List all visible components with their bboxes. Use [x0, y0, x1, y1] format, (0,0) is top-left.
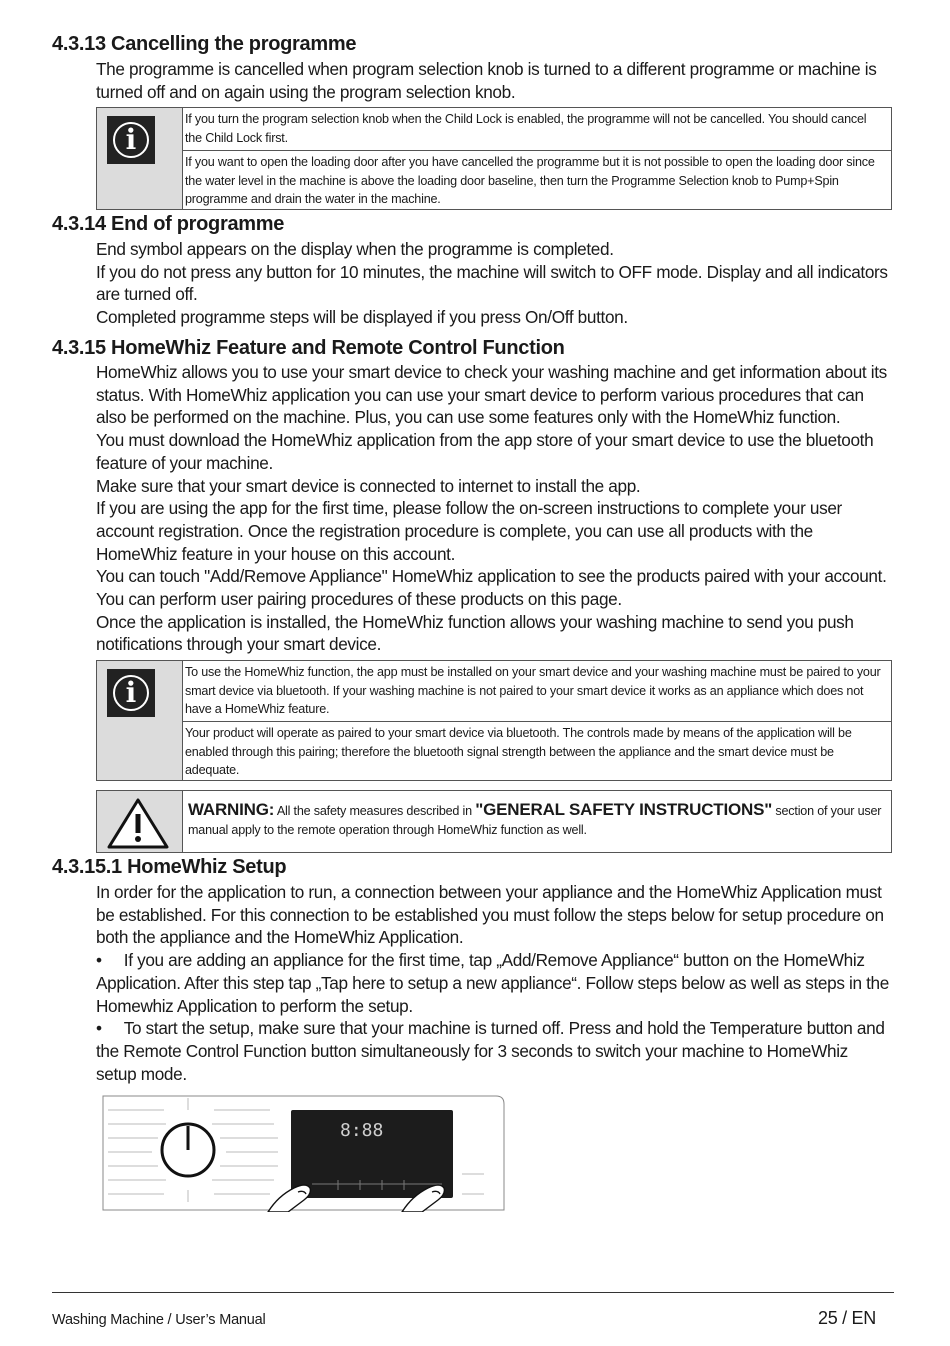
- footer-divider: [52, 1292, 894, 1293]
- cancelling-text: The programme is cancelled when program selection knob is turned to a different programme or machine is turned off and on again using the program selection knob.: [96, 59, 877, 102]
- paragraph: You can touch "Add/Remove Appliance" HomeWhiz application to see the products paired with your account. You can perform user pairing procedures of these products on this page.: [96, 566, 887, 610]
- footer-manual-title: Washing Machine / User’s Manual: [52, 1312, 266, 1328]
- note-row: Your product will operate as paired to your smart device via bluetooth. The controls made by means of the application will be enabled through this pairing; therefore the bluetooth signal strength between the appliance and the smart device must be adequate.: [182, 721, 891, 780]
- bullet-item: • To start the setup, make sure that your machine is turned off. Press and hold the Temperature button and the Remote Control Function button simultaneously for 3 seconds to switch your machine to HomeWhiz setup mode.: [96, 1018, 885, 1084]
- info-note-homewhiz: [96, 660, 892, 781]
- end-of-programme-body: [96, 238, 892, 329]
- warning-triangle-icon: [103, 795, 173, 851]
- paragraph: You must download the HomeWhiz application from the app store of your smart device to use the bluetooth feature of your machine.: [96, 430, 874, 473]
- warning-reference: "GENERAL SAFETY INSTRUCTIONS": [475, 800, 773, 819]
- homewhiz-body: [96, 361, 892, 656]
- paragraph: If you do not press any button for 10 minutes, the machine will switch to OFF mode. Display and all indicators are turned off.: [96, 261, 888, 305]
- paragraph: In order for the application to run, a connection between your appliance and the HomeWhiz Application must be established. For this connection to be established you must follow the steps below for setup procedure on both the appliance and the HomeWhiz Application.: [96, 882, 884, 948]
- homewhiz-setup-body: [96, 881, 892, 1085]
- paragraph: Make sure that your smart device is connected to internet to install the app.: [96, 475, 641, 496]
- warning-text-post: section of your user manual apply to the remote operation through HomeWhiz function as well.: [188, 804, 882, 837]
- heading-homewhiz-setup: 4.3.15.1 HomeWhiz Setup: [52, 856, 287, 878]
- control-panel-illustration: [102, 1094, 506, 1212]
- warning-label: WARNING:: [188, 800, 275, 819]
- paragraph: If you are using the app for the first time, please follow the on-screen instructions to complete your user account registration. Once the registration procedure is complete, you can use all products with the HomeWhiz feature in your house on this account.: [96, 498, 842, 564]
- page-number: 25 / EN: [818, 1308, 876, 1328]
- note-row: If you turn the program selection knob when the Child Lock is enabled, the programme will not be cancelled. You should cancel the Child Lock first.: [185, 112, 867, 145]
- note-row: If you want to open the loading door after you have cancelled the programme but it is not possible to open the loading door since the water level in the machine is above the loading door baseline, then turn the Programme Selection knob to Pump+Spin programme and drain the water in the machine.: [182, 150, 891, 209]
- display-digits: 8:88: [340, 1120, 384, 1141]
- note-icon-column: [97, 661, 183, 780]
- info-note-cancelling: [96, 107, 892, 210]
- warning-box: [96, 790, 892, 853]
- paragraph: Completed programme steps will be displayed if you press On/Off button.: [96, 307, 628, 328]
- paragraph: End symbol appears on the display when the programme is completed.: [96, 239, 614, 259]
- info-icon: i: [107, 116, 155, 164]
- heading-homewhiz-feature: 4.3.15 HomeWhiz Feature and Remote Control Function: [52, 337, 565, 359]
- warning-icon-column: [97, 791, 183, 852]
- cancelling-body: [96, 58, 892, 103]
- warning-text: [188, 800, 883, 840]
- note-row: To use the HomeWhiz function, the app must be installed on your smart device and your washing machine must be paired to your smart device via bluetooth. If your washing machine is not paired to your smart device it works as an appliance which does not have a HomeWhiz feature.: [185, 665, 881, 716]
- info-icon: i: [107, 669, 155, 717]
- heading-end-of-programme: 4.3.14 End of programme: [52, 213, 285, 235]
- paragraph: Once the application is installed, the HomeWhiz function allows your washing machine to send you push notifications through your smart device.: [96, 611, 854, 655]
- warning-text-pre: All the safety measures described in: [274, 804, 476, 818]
- heading-cancelling-programme: 4.3.13 Cancelling the programme: [52, 33, 357, 55]
- bullet-item: • If you are adding an appliance for the first time, tap „Add/Remove Appliance“ button on the HomeWhiz Application. After this step tap „Tap here to setup a new appliance“. Follow steps below as well as steps in the Homewhiz Application to perform the setup.: [96, 950, 889, 1016]
- note-icon-column: [97, 108, 183, 209]
- paragraph: HomeWhiz allows you to use your smart device to check your washing machine and get information about its status. With HomeWhiz application you can use your smart device to perform various procedures that can also be performed on the machine. Plus, you can use some features only with the HomeWhiz function.: [96, 362, 887, 428]
